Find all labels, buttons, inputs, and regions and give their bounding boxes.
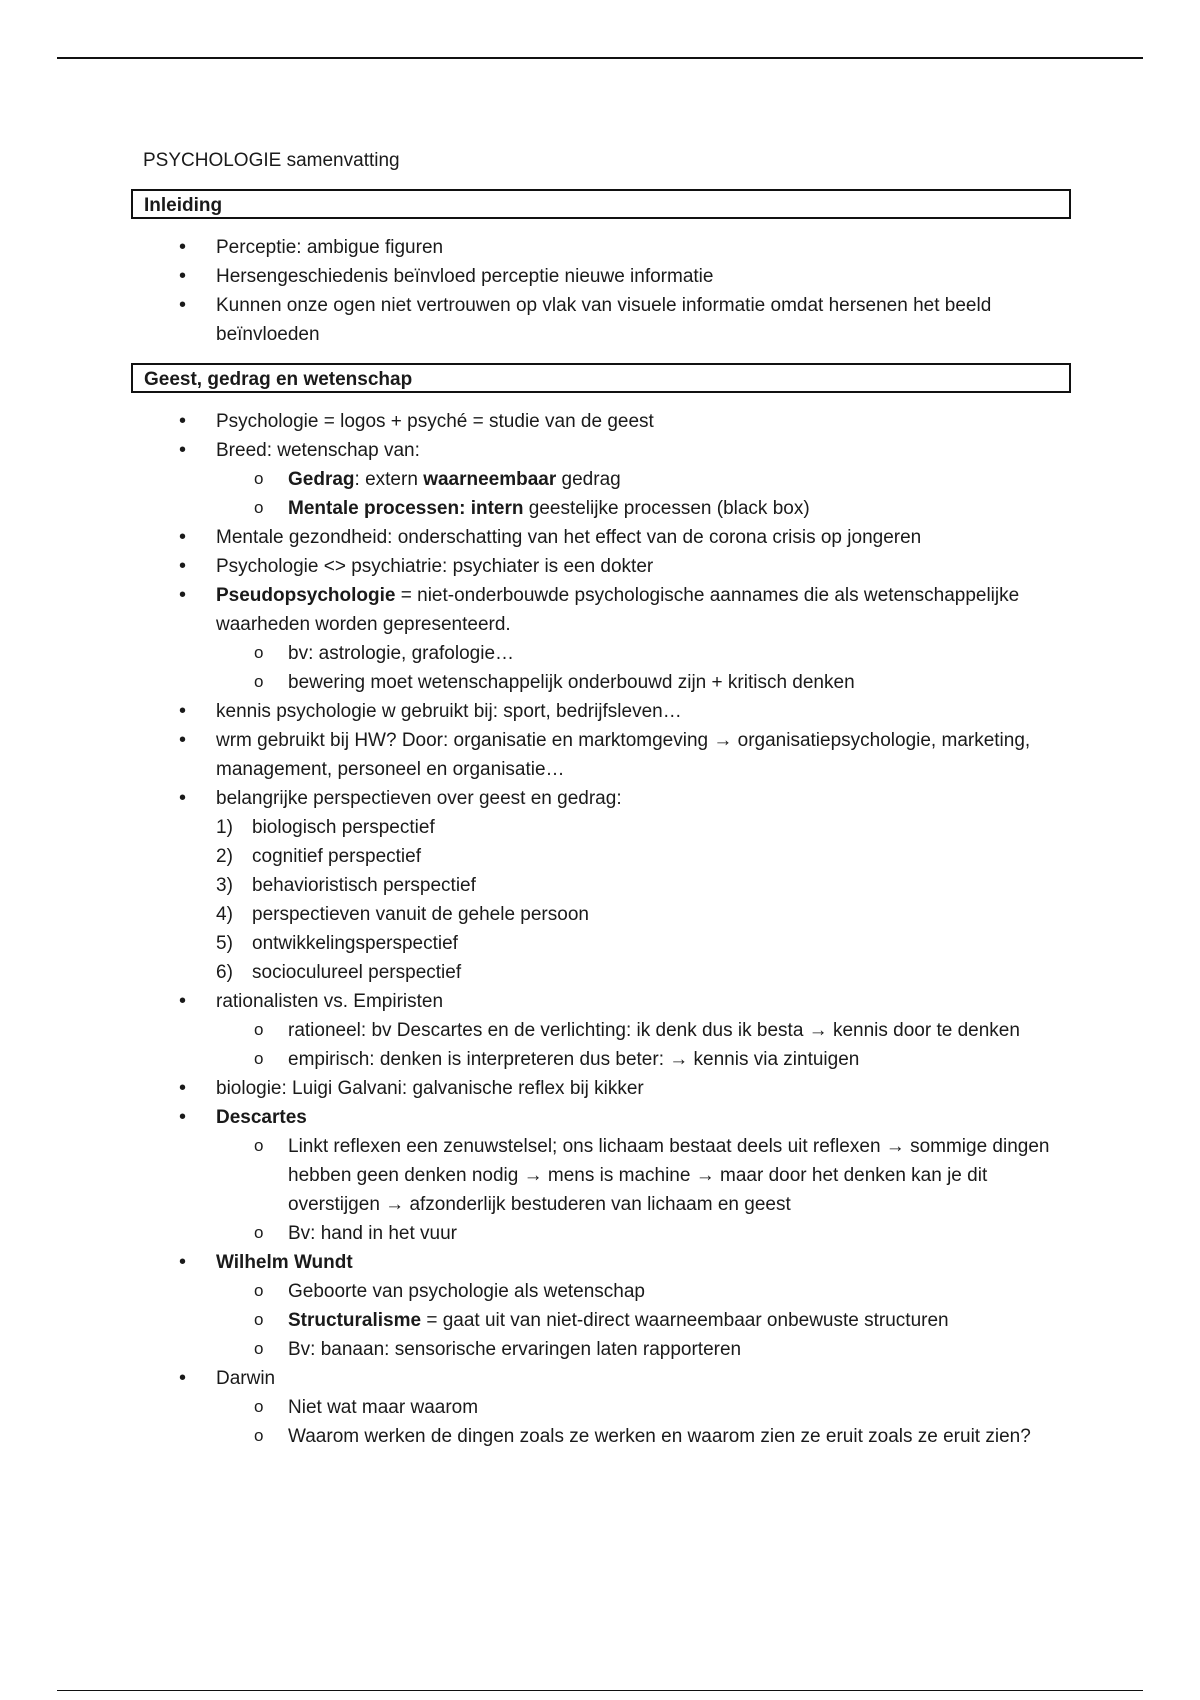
list-item-text: Wilhelm Wundt [216, 1252, 353, 1273]
text: gedrag [556, 469, 621, 490]
sub-list-item: o Linkt reflexen een zenuwstelsel; ons lichaam bestaat deels uit reflexen → sommige dingen hebben geen denken nodig → mens is machine → maar door het denken kan je dit overstijgen → afzonderlijk bestuderen van lichaam en geest [216, 1132, 1071, 1219]
sub-list-item [216, 494, 1071, 523]
numbered-item [216, 929, 1071, 958]
list-item [131, 784, 1071, 987]
list-item: • Psychologie <> psychiatrie: psychiater is een dokter [131, 552, 1071, 581]
bullet-list-inleiding [131, 233, 1071, 349]
number: 1) [216, 817, 233, 838]
number: 2) [216, 846, 233, 867]
list-item [131, 987, 1071, 1074]
text: cognitief perspectief [252, 846, 421, 867]
document-page [131, 137, 1071, 1465]
bold-term: intern [470, 498, 524, 519]
numbered-item [216, 813, 1071, 842]
text: = niet-onderbouwde psychologische aannames die als wetenschappelijke waarheden worden gepresenteerd. [216, 585, 1020, 635]
list-item [131, 581, 1071, 697]
numbered-item [216, 958, 1071, 987]
sub-list-item: o Niet wat maar waarom [216, 1393, 1071, 1422]
number: 5) [216, 933, 233, 954]
list-item [131, 1364, 1071, 1451]
list-item: • Psychologie = logos + psyché = studie van de geest [131, 407, 1071, 436]
list-item: • biologie: Luigi Galvani: galvanische reflex bij kikker [131, 1074, 1071, 1103]
list-item: • kennis psychologie w gebruikt bij: sport, bedrijfsleven… [131, 697, 1071, 726]
numbered-item [216, 900, 1071, 929]
bold-term: Mentale processen [288, 498, 460, 519]
numbered-item [216, 871, 1071, 900]
text: socioculureel perspectief [252, 962, 462, 983]
bold-term: waarneembaar [423, 469, 557, 490]
document-title: PSYCHOLOGIE samenvatting [143, 150, 400, 171]
text: perspectieven vanuit de gehele persoon [252, 904, 589, 925]
text: = gaat uit van niet-direct waarneembaar onbewuste structuren [421, 1310, 949, 1331]
text: geestelijke processen (black box) [523, 498, 810, 519]
bold-term: Gedrag [288, 469, 355, 490]
list-item-text: Darwin [216, 1368, 276, 1389]
list-item [131, 1248, 1071, 1364]
list-item: • Kunnen onze ogen niet vertrouwen op vlak van visuele informatie omdat hersenen het beeld beïnvloeden [131, 291, 1071, 349]
sub-list-item: o Bv: banaan: sensorische ervaringen laten rapporteren [216, 1335, 1071, 1364]
sub-list [216, 1277, 1071, 1364]
sub-list [216, 1016, 1071, 1074]
list-item-text: rationalisten vs. Empiristen [216, 991, 444, 1012]
list-item-text: belangrijke perspectieven over geest en gedrag: [216, 788, 622, 809]
list-item-text: Descartes [216, 1107, 307, 1128]
text: : extern [354, 469, 424, 490]
sub-list [216, 465, 1071, 523]
sub-list-item: o Waarom werken de dingen zoals ze werken en waarom zien ze eruit zoals ze eruit zien? [216, 1422, 1071, 1451]
sub-list [216, 1132, 1071, 1248]
bold-term: Structuralisme [288, 1310, 422, 1331]
list-item: • Mentale gezondheid: onderschatting van het effect van de corona crisis op jongeren [131, 523, 1071, 552]
section-heading-geest: Geest, gedrag en wetenschap [131, 363, 1071, 393]
text: biologisch perspectief [252, 817, 435, 838]
list-item [131, 1103, 1071, 1248]
text: : [459, 498, 471, 519]
list-item: • Perceptie: ambigue figuren [131, 233, 1071, 262]
sub-list-item [216, 465, 1071, 494]
sub-list-item: o empirisch: denken is interpreteren dus beter: → kennis via zintuigen [216, 1045, 1071, 1074]
sub-list [216, 639, 1071, 697]
sub-list [216, 1393, 1071, 1451]
text: ontwikkelingsperspectief [252, 933, 458, 954]
bold-term: Pseudopsychologie [216, 585, 396, 606]
number: 6) [216, 962, 233, 983]
bullet-list-geest [131, 407, 1071, 1451]
sub-list-item: o Bv: hand in het vuur [216, 1219, 1071, 1248]
sub-list-item: o Geboorte van psychologie als wetenschap [216, 1277, 1071, 1306]
sub-list-item: o rationeel: bv Descartes en de verlichting: ik denk dus ik besta → kennis door te denken [216, 1016, 1071, 1045]
header-rule [57, 57, 1143, 59]
list-item: • Hersengeschiedenis beïnvloed perceptie nieuwe informatie [131, 262, 1071, 291]
list-item: • wrm gebruikt bij HW? Door: organisatie en marktomgeving → organisatiepsychologie, marketing, management, personeel en organisatie… [131, 726, 1071, 784]
numbered-item [216, 842, 1071, 871]
footer-rule [57, 1690, 1143, 1691]
list-item [131, 436, 1071, 523]
number: 3) [216, 875, 233, 896]
list-item-text: Breed: wetenschap van: [216, 440, 420, 461]
text: behavioristisch perspectief [252, 875, 476, 896]
sub-list-item: o bv: astrologie, grafologie… [216, 639, 1071, 668]
sub-list-item: o bewering moet wetenschappelijk onderbouwd zijn + kritisch denken [216, 668, 1071, 697]
number: 4) [216, 904, 233, 925]
sub-list-item [216, 1306, 1071, 1335]
numbered-list [216, 813, 1071, 987]
section-heading-inleiding: Inleiding [131, 189, 1071, 219]
